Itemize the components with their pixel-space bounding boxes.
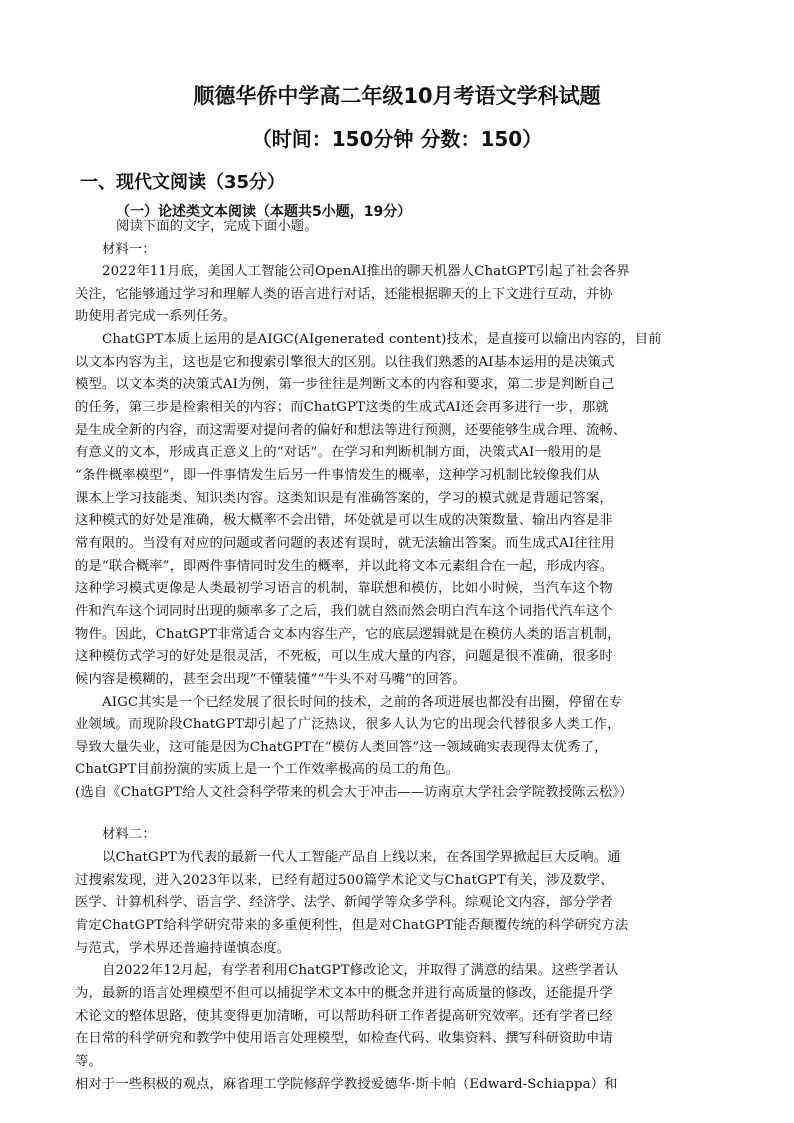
paragraph-line: 是生成全新的内容，而这需要对提问者的偏好和想法等进行预测，还要能够生成合理、流畅、	[75, 423, 627, 438]
paragraph-line: 相对于一些积极的观点，麻省理工学院修辞学教授爱德华·斯卡帕（Edward-Schiappa）和	[75, 1077, 618, 1092]
paragraph-line: “条件概率模型”，即一件事情发生后另一件事情发生的概率，这种学习机制比较像我们从	[75, 468, 600, 483]
subsection-heading: （一）论述类文本阅读（本题共5小题，19分）	[116, 204, 412, 220]
source-citation: (选自《ChatGPT给人文社会科学带来的机会大于冲击——访南京大学社会学院教授陈云松》）	[75, 785, 633, 800]
paragraph-line: 医学、计算机科学、语言学、经济学、法学、新闻学等众多学科。综观论文内容，部分学者	[75, 895, 613, 910]
paragraph-line: 肯定ChatGPT给科学研究带来的多重便利性，但是对ChatGPT能否颠覆传统的科学研究方法	[75, 918, 629, 933]
paragraph-line: 件和汽车这个词同时出现的频率多了之后，我们就自然而然会明白汽车这个词指代汽车这个	[75, 604, 613, 619]
paragraph-line: 关注，它能够通过学习和理解人类的语言进行对话，还能根据聊天的上下文进行互动，并协	[75, 287, 613, 302]
section-heading: 一、现代文阅读（35分）	[80, 172, 286, 193]
paragraph-line: 导致大量失业，这可能是因为ChatGPT在“模仿人类回答”这一领域确实表现得太优秀了，	[75, 740, 608, 755]
paragraph-line: 常有限的。当没有对应的问题或者问题的表述有误时，就无法输出答案。而生成式AI往往用	[75, 536, 615, 551]
paragraph-line: 课本上学习技能类、知识类内容。这类知识是有准确答案的，学习的模式就是背题记答案，	[75, 491, 613, 506]
paragraph-line: 助使用者完成一系列任务。	[75, 309, 237, 324]
exam-subtitle: （时间：150分钟 分数：150）	[251, 127, 543, 151]
paragraph-line: 术论文的整体思路，使其变得更加清晰，可以帮助科研工作者提高研究效率。还有学者已经	[75, 1009, 613, 1024]
paragraph-line: 这种学习模式更像是人类最初学习语言的机制，靠联想和模仿，比如小时候，当汽车这个物	[75, 581, 613, 596]
paragraph-line: 模型。以文本类的决策式AI为例，第一步往往是判断文本的内容和要求，第二步是判断自己	[75, 377, 615, 392]
paragraph-line: 以ChatGPT为代表的最新一代人工智能产品自上线以来，在各国学界掀起巨大反响。通	[102, 850, 621, 865]
paragraph-line: 这种模仿式学习的好处是很灵活，不死板，可以生成大量的内容，问题是很不准确，很多时	[75, 649, 613, 664]
paragraph-line: ChatGPT本质上运用的是AIGC(AIgenerated content)技术，是直接可以输出内容的，目前	[102, 332, 662, 347]
paragraph-line: 过搜索发现，进入2023年以来，已经有超过500篇学术论文与ChatGPT有关，涉及数学、	[75, 873, 614, 888]
paragraph-line: 以文本内容为主，这也是它和搜索引擎很大的区别。以往我们熟悉的AI基本运用的是决策式	[75, 355, 615, 370]
paragraph-line: 业领域。而现阶段ChatGPT却引起了广泛热议，很多人认为它的出现会代替很多人类工作，	[75, 717, 621, 732]
paragraph-line: 材料二：	[102, 827, 156, 842]
paragraph-line: 2022年11月底，美国人工智能公司OpenAI推出的聊天机器人ChatGPT引起了社会各界	[102, 264, 630, 279]
paragraph-line: 阅读下面的文字，完成下面小题。	[116, 219, 318, 234]
paragraph-line: 的是“联合概率”，即两件事情同时发生的概率，并以此将文本元素组合在一起，形成内容。	[75, 559, 614, 574]
paragraph-line: ChatGPT目前扮演的实质上是一个工作效率极高的员工的角色。	[75, 762, 460, 777]
paragraph-line: 物件。因此，ChatGPT非常适合文本内容生产，它的底层逻辑就是在模仿人类的语言机制，	[75, 627, 621, 642]
paragraph-line: 在日常的科学研究和教学中使用语言处理模型，如检查代码、收集资料、撰写科研资助申请	[75, 1031, 613, 1046]
paragraph-line: 与范式，学术界还普遍持谨慎态度。	[75, 941, 291, 956]
paragraph-line: 有意义的文本，形成真正意义上的“对话”。在学习和判断机制方面，决策式AI一般用的是	[75, 445, 602, 460]
paragraph-line: 的任务，第三步是检索相关的内容；而ChatGPT这类的生成式AI还会再多进行一步，那就	[75, 400, 609, 415]
exam-title: 顺德华侨中学高二年级10月考语文学科试题	[193, 84, 601, 108]
paragraph-line: 这种模式的好处是准确，极大概率不会出错，坏处就是可以生成的决策数量、输出内容是非	[75, 513, 613, 528]
paragraph-line: 候内容是模糊的，甚至会出现“不懂装懂”“牛头不对马嘴”的回答。	[75, 672, 466, 687]
paragraph-line: 自2022年12月起，有学者利用ChatGPT修改论文，并取得了满意的结果。这些学者认	[102, 963, 619, 978]
paragraph-line: 为，最新的语言处理模型不但可以捕捉学术文本中的概念并进行高质量的修改，还能提升学	[75, 986, 613, 1001]
paragraph-line: 材料一：	[102, 242, 156, 257]
paragraph-line: 等。	[75, 1054, 102, 1069]
paragraph-line: AIGC其实是一个已经发展了很长时间的技术，之前的各项进展也都没有出圈，停留在专	[102, 695, 623, 710]
